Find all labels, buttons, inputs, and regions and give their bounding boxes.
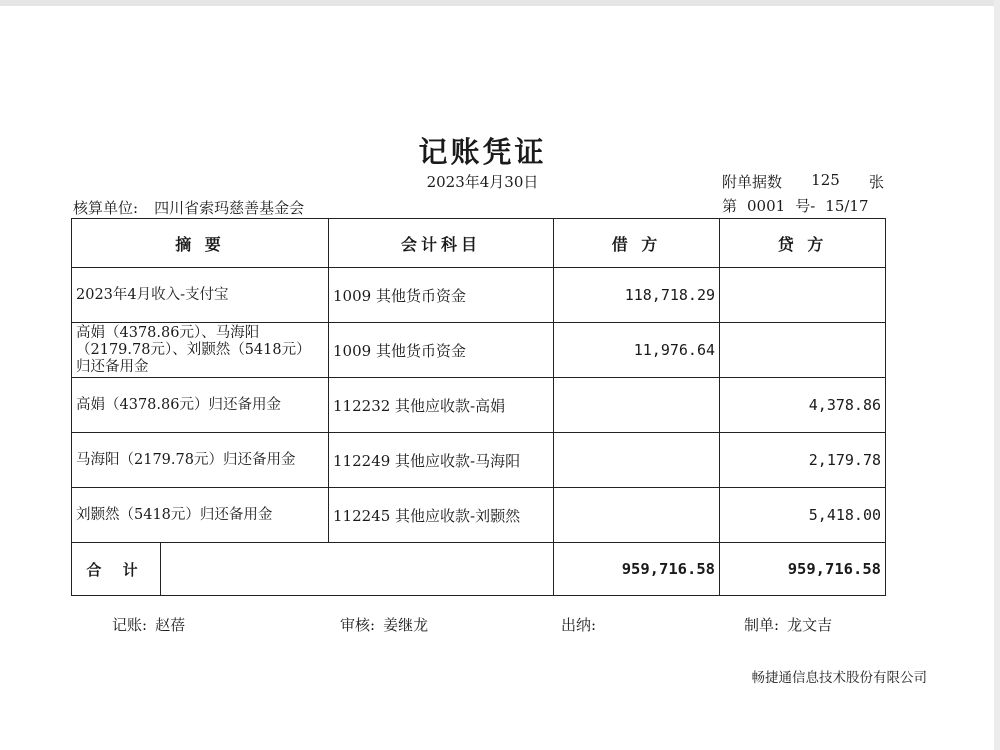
bookkeeper-signature	[112, 614, 185, 635]
row-account: 1009 其他货币资金	[329, 323, 554, 378]
bookkeeper-label: 记账:	[112, 616, 148, 634]
row-summary: 刘颢然（5418元）归还备用金	[72, 488, 329, 543]
total-label: 合 计	[72, 543, 161, 596]
voucher-date: 2023年4月30日	[426, 173, 539, 191]
reviewer-signature	[340, 614, 428, 635]
table-row	[72, 488, 886, 543]
attachment-unit: 张	[868, 173, 884, 191]
total-blank	[161, 543, 554, 596]
number-prefix: 第	[722, 197, 738, 215]
number-suffix: 号-	[795, 197, 816, 215]
bookkeeper-name: 赵蓓	[155, 616, 186, 634]
row-summary: 高娟（4378.86元）、马海阳（2179.78元）、刘颢然（5418元）归还备用金	[72, 323, 329, 378]
cashier-label: 出纳:	[561, 616, 597, 634]
header-credit: 贷 方	[720, 219, 886, 268]
row-debit: 11,976.64	[554, 323, 720, 378]
row-debit	[554, 433, 720, 488]
unit-label: 核算单位:	[73, 199, 139, 217]
row-debit: 118,718.29	[554, 268, 720, 323]
row-credit: 5,418.00	[720, 488, 886, 543]
row-summary: 高娟（4378.86元）归还备用金	[72, 378, 329, 433]
total-credit: 959,716.58	[720, 543, 886, 596]
header-summary: 摘 要	[72, 219, 329, 268]
unit-name: 四川省索玛慈善基金会	[154, 199, 305, 217]
reviewer-label: 审核:	[340, 616, 376, 634]
voucher-number	[722, 195, 879, 216]
attachment-count: 125	[811, 171, 840, 189]
row-debit	[554, 488, 720, 543]
row-debit	[554, 378, 720, 433]
attachment-label: 附单据数	[722, 173, 783, 191]
table-row	[72, 433, 886, 488]
accounting-unit	[73, 197, 304, 218]
attachment-info	[722, 171, 884, 192]
row-account: 112249 其他应收款-马海阳	[329, 433, 554, 488]
voucher-title: 记账凭证	[418, 135, 547, 169]
table-row	[72, 378, 886, 433]
page-number: 15/17	[825, 197, 869, 215]
number-value: 0001	[747, 197, 786, 215]
header-row	[72, 219, 886, 268]
row-account: 112232 其他应收款-高娟	[329, 378, 554, 433]
page-edge-right	[994, 0, 1000, 750]
table-row	[72, 268, 886, 323]
row-credit	[720, 268, 886, 323]
row-summary: 马海阳（2179.78元）归还备用金	[72, 433, 329, 488]
total-debit: 959,716.58	[554, 543, 720, 596]
preparer-name: 龙文吉	[787, 616, 833, 634]
row-credit: 2,179.78	[720, 433, 886, 488]
header-account: 会计科目	[329, 219, 554, 268]
total-row	[72, 543, 886, 596]
row-account: 1009 其他货币资金	[329, 268, 554, 323]
row-account: 112245 其他应收款-刘颢然	[329, 488, 554, 543]
row-summary: 2023年4月收入-支付宝	[72, 268, 329, 323]
cashier-signature	[561, 614, 604, 635]
row-credit: 4,378.86	[720, 378, 886, 433]
row-credit	[720, 323, 886, 378]
table-row	[72, 323, 886, 378]
preparer-label: 制单:	[744, 616, 780, 634]
voucher-table	[71, 218, 886, 596]
header-debit: 借 方	[554, 219, 720, 268]
reviewer-name: 姜继龙	[383, 616, 429, 634]
preparer-signature	[744, 614, 832, 635]
software-company: 畅捷通信息技术股份有限公司	[751, 670, 927, 686]
page-edge	[0, 0, 1000, 6]
